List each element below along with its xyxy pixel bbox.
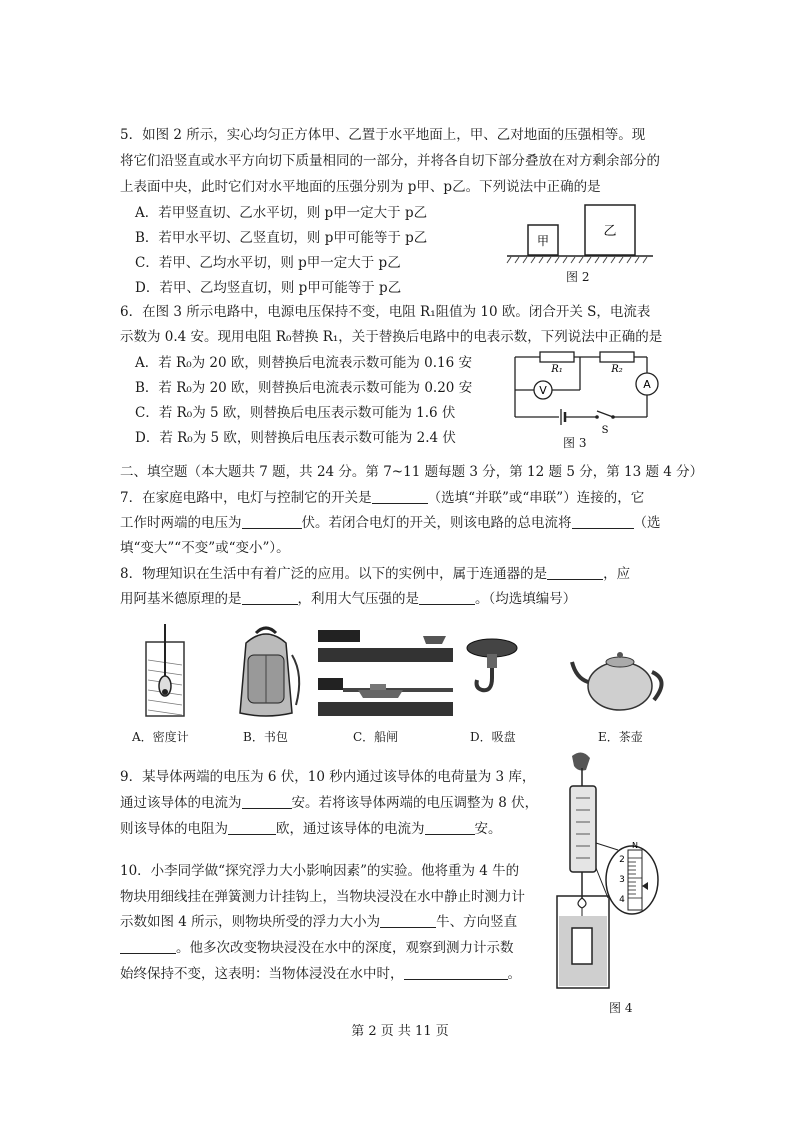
object-block [572, 928, 592, 964]
section-2-heading: 二、填空题（本大题共 7 题，共 24 分。第 7~11 题每题 3 分，第 12 题 5 分，第 13 题 4 分） [120, 464, 704, 480]
q10-line-1: 10．小李同学做“探究浮力大小影响因素”的实验。他将重为 4 牛的 [120, 863, 520, 879]
q9-blank-1[interactable] [242, 794, 292, 809]
ammeter-label: A [643, 378, 651, 391]
q7-line-2: 工作时两端的电压为 伏。若闭合电灯的开关，则该电路的总电流将 （选 [120, 515, 661, 531]
q9-line-2: 通过该导体的电流为 安。若将该导体两端的电压调整为 8 伏， [120, 795, 539, 811]
q9-line-1: 9．某导体两端的电压为 6 伏，10 秒内通过该导体的电荷量为 3 库， [120, 769, 536, 785]
ship-lock-icon [318, 622, 453, 717]
q7-line-3: 填“变大”“不变”或“变小”）。 [120, 540, 290, 556]
figure-4-caption: 图 4 [609, 1001, 633, 1015]
q7-blank-2[interactable] [242, 514, 302, 529]
backpack-icon [226, 625, 306, 720]
q7-line-1: 7．在家庭电路中，电灯与控制它的开关是 （选填“并联”或“串联”）连接的，它 [120, 490, 645, 506]
scale-mark-4: 4 [619, 895, 625, 905]
q7-blank-3[interactable] [572, 514, 634, 529]
resistor-r1 [540, 352, 574, 362]
q5-option-c: C．若甲、乙均水平切，则 p甲一定大于 p乙 [135, 255, 401, 271]
q7-blank-1[interactable] [372, 489, 428, 504]
scale-unit: N [632, 841, 638, 850]
scale-mark-2: 2 [619, 855, 625, 865]
resistor-r2 [600, 352, 634, 362]
suction-cup-icon [465, 636, 520, 711]
q6-option-b: B．若 R₀为 20 欧，则替换后电流表示数可能为 0.20 安 [135, 380, 473, 396]
q5-line-2: 将它们沿竖直或水平方向切下质量相同的一部分，并将各自切下部分叠放在对方剩余部分的 [120, 153, 660, 169]
q6-option-a: A．若 R₀为 20 欧，则替换后电流表示数可能为 0.16 安 [135, 355, 473, 371]
scale-zoom-view [606, 846, 658, 914]
scale-body [570, 786, 596, 872]
q10-line-3: 示数如图 4 所示，则物块所受的浮力大小为 牛、方向竖直 [120, 914, 518, 930]
q6-option-c: C．若 R₀为 5 欧，则替换后电压表示数可能为 1.6 伏 [135, 405, 456, 421]
r2-label: R₂ [611, 364, 623, 375]
q8-line-1: 8．物理知识在生活中有着广泛的应用。以下的实例中，属于连通器的是 ，应 [120, 566, 631, 582]
r1-label: R₁ [551, 364, 563, 375]
q8-label-a: A．密度计 [132, 730, 189, 744]
q5-option-b: B．若甲水平切、乙竖直切，则 p甲可能等于 p乙 [135, 230, 428, 246]
q9-blank-3[interactable] [425, 820, 475, 835]
q10-blank-2[interactable] [120, 939, 176, 954]
q10-blank-3[interactable] [404, 965, 508, 980]
q10-line-2: 物块用细线挂在弹簧测力计挂钩上，当物块浸没在水中静止时测力计 [120, 889, 525, 905]
q8-blank-2[interactable] [242, 590, 298, 605]
q5-line-1: 5．如图 2 所示，实心均匀正方体甲、乙置于水平地面上，甲、乙对地面的压强相等。现 [120, 127, 646, 143]
q10-line-4: 。他多次改变物块浸没在水中的深度，观察到测力计示数 [120, 939, 514, 957]
q9-line-3: 则该导体的电阻为 欧，通过该导体的电流为 安。 [120, 821, 502, 837]
figure-2-blocks [505, 200, 655, 270]
page-footer: 第 2 页 共 11 页 [351, 1024, 449, 1039]
q10-blank-1[interactable] [380, 913, 436, 928]
block-jia-label: 甲 [536, 234, 550, 248]
q5-option-a: A．若甲竖直切、乙水平切，则 p甲一定大于 p乙 [135, 205, 428, 221]
hydrometer-icon [140, 620, 190, 720]
q10-line-5: 始终保持不变，这表明：当物体浸没在水中时， 。 [120, 966, 521, 982]
scale-mark-3: 3 [619, 875, 625, 885]
q8-blank-3[interactable] [419, 590, 475, 605]
q6-line-2: 示数为 0.4 安。现用电阻 R₀替换 R₁，关于替换后电路中的电表示数，下列说法中正确的是 [120, 329, 663, 345]
q8-line-2: 用阿基米德原理的是 ，利用大气压强的是 。（均选填编号） [120, 591, 577, 607]
q8-blank-1[interactable] [547, 565, 603, 580]
voltmeter-label: V [539, 384, 547, 397]
q8-label-c: C．船闸 [353, 730, 399, 744]
q8-label-b: B．书包 [243, 730, 288, 744]
teapot-icon [570, 640, 670, 715]
figure-3-circuit [505, 345, 665, 435]
q9-blank-2[interactable] [228, 820, 276, 835]
q6-option-d: D．若 R₀为 5 欧，则替换后电压表示数可能为 2.4 伏 [135, 430, 456, 446]
figure-4-spring-scale [552, 748, 662, 996]
block-yi-label: 乙 [603, 224, 617, 239]
q8-label-d: D．吸盘 [470, 730, 516, 744]
q6-line-1: 6．在图 3 所示电路中，电源电压保持不变，电阻 R₁阻值为 10 欧。闭合开关 S，电流表 [120, 304, 651, 320]
switch-label: S [601, 425, 609, 435]
figure-3-caption: 图 3 [563, 436, 587, 450]
q8-label-e: E．茶壶 [598, 730, 643, 744]
q5-line-3: 上表面中央，此时它们对水平地面的压强分别为 p甲、p乙。下列说法中正确的是 [120, 179, 601, 195]
q5-option-d: D．若甲、乙均竖直切，则 p甲可能等于 p乙 [135, 280, 402, 296]
figure-2-caption: 图 2 [566, 270, 590, 284]
